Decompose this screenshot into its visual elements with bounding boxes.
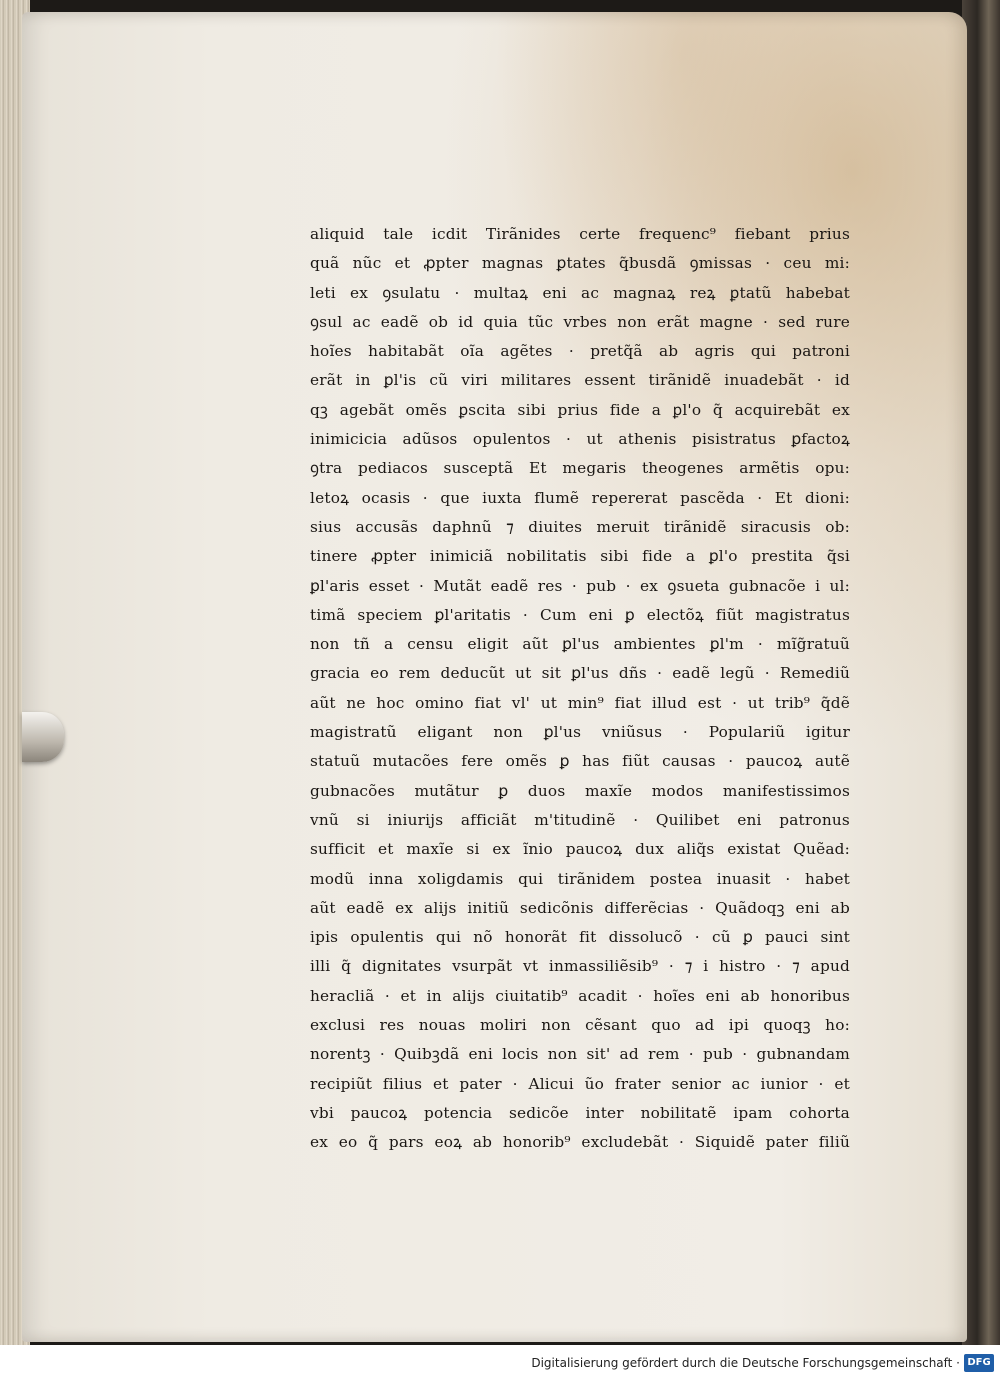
text-line: magistratũ eligant non ꝑl'us vniũsus · Populariũ igitur: [310, 723, 850, 742]
text-line: aũt ne hoc omino fiat vl' ut min⁹ fiat illud est · ut trib⁹ q̃dẽ: [310, 693, 850, 712]
text-line: gracia eo rem deducũt ut sit ꝑl'us dñs · eadẽ legũ · Remediũ: [310, 664, 850, 683]
text-line: vbi paucoꝝ potencia sedicõe inter nobilitatẽ ipam cohorta: [310, 1103, 850, 1122]
text-line: recipiũt filius et pater · Alicui ũo frater senior ac iunior · et: [310, 1074, 850, 1093]
text-line: illi q̃ dignitates vsurpãt vt inmassiliẽsib⁹ · ⁊ i histro · ⁊ apud: [310, 957, 850, 976]
text-line: ꝯsul ac eadẽ ob id quia tũc vrbes non erãt magne · sed rure: [310, 312, 850, 331]
text-line: erãt in ꝑl'is cũ viri militares essent tirãnidẽ inuadebãt · id: [310, 371, 850, 390]
text-line: aũt eadẽ ex alijs initiũ sedicõnis differẽcias · Quãdoqꝫ eni ab: [310, 898, 850, 917]
text-line: inimicicia adũsos opulentos · ut athenis pisistratus ꝑfactoꝝ: [310, 430, 850, 449]
text-line: norentꝫ · Quibꝫdã eni locis non sit' ad rem · pub · gubnandam: [310, 1045, 850, 1064]
text-line: gubnacões mutãtur ꝑ duos maxĩe modos manifestissimos: [310, 781, 850, 800]
text-line: sufficit et maxĩe si ex ĩnio paucoꝝ dux aliq̃s existat Quẽad:: [310, 840, 850, 859]
text-line: modũ inna xoligdamis qui tirãnidem postea inuasit · habet: [310, 869, 850, 888]
text-line: ꝯtra pediacos susceptã Et megaris theogenes armẽtis opu:: [310, 459, 850, 478]
text-line: ꝑl'aris esset · Mutãt eadẽ res · pub · ex ꝯsueta gubnacõe i ul:: [310, 576, 850, 595]
text-line: ex eo q̃ pars eoꝝ ab honorib⁹ excludebãt · Siquidẽ pater filiũ: [310, 1133, 850, 1152]
book-right-edge: [962, 0, 1000, 1345]
text-line: letoꝝ ocasis · que iuxta flumẽ repererat pascẽda · Et dioni:: [310, 488, 850, 507]
manuscript-page: [22, 12, 967, 1342]
footer-bar: [0, 1345, 1000, 1383]
text-line: qꝫ agebãt omẽs ꝑscita sibi prius fide a ꝑl'o q̃ acquirebãt ex: [310, 400, 850, 419]
text-line: aliquid tale icdit Tirãnides certe frequenc⁹ fiebant prius: [310, 225, 850, 243]
dfg-logo: DFG: [964, 1354, 994, 1372]
text-block: [310, 220, 850, 1158]
text-line: ipis opulentis qui nõ honorãt fit dissolucõ · cũ ꝑ pauci sint: [310, 928, 850, 947]
text-line: vnũ si iniurijs afficiãt m'titudinẽ · Quilibet eni patronus: [310, 810, 850, 829]
text-line: non tñ a censu eligit aũt ꝑl'us ambientes ꝑl'm · mĩg̃ratuũ: [310, 635, 850, 654]
text-line: exclusi res nouas moliri non cẽsant quo ad ipi quoqꝫ ho:: [310, 1016, 850, 1035]
text-line: statuũ mutacões fere omẽs ꝑ has fiũt causas · paucoꝝ autẽ: [310, 752, 850, 771]
text-line: sius accusãs daphnũ ⁊ diuites meruit tirãnidẽ siracusis ob:: [310, 517, 850, 536]
footer-credit: Digitalisierung gefördert durch die Deutsche Forschungsgemeinschaft ·: [531, 1356, 960, 1370]
text-line: hoĩes habitabãt oĩa agẽtes · pretq̃ã ab agris qui patroni: [310, 342, 850, 361]
text-line: heracliã · et in alijs ciuitatib⁹ acadit · hoĩes eni ab honoribus: [310, 986, 850, 1005]
text-line: quã nũc et ꝓpter magnas ꝑtates q̃busdã ꝯmissas · ceu mi:: [310, 254, 850, 273]
text-line: tinere ꝓpter inimiciã nobilitatis sibi fide a ꝑl'o prestita q̃si: [310, 547, 850, 566]
book-clasp: [22, 712, 64, 762]
text-line: timã speciem ꝑl'aritatis · Cum eni ꝑ electõꝝ fiũt magistratus: [310, 605, 850, 624]
text-line: leti ex ꝯsulatu · multaꝝ eni ac magnaꝝ reꝝ ꝑtatũ habebat: [310, 283, 850, 302]
